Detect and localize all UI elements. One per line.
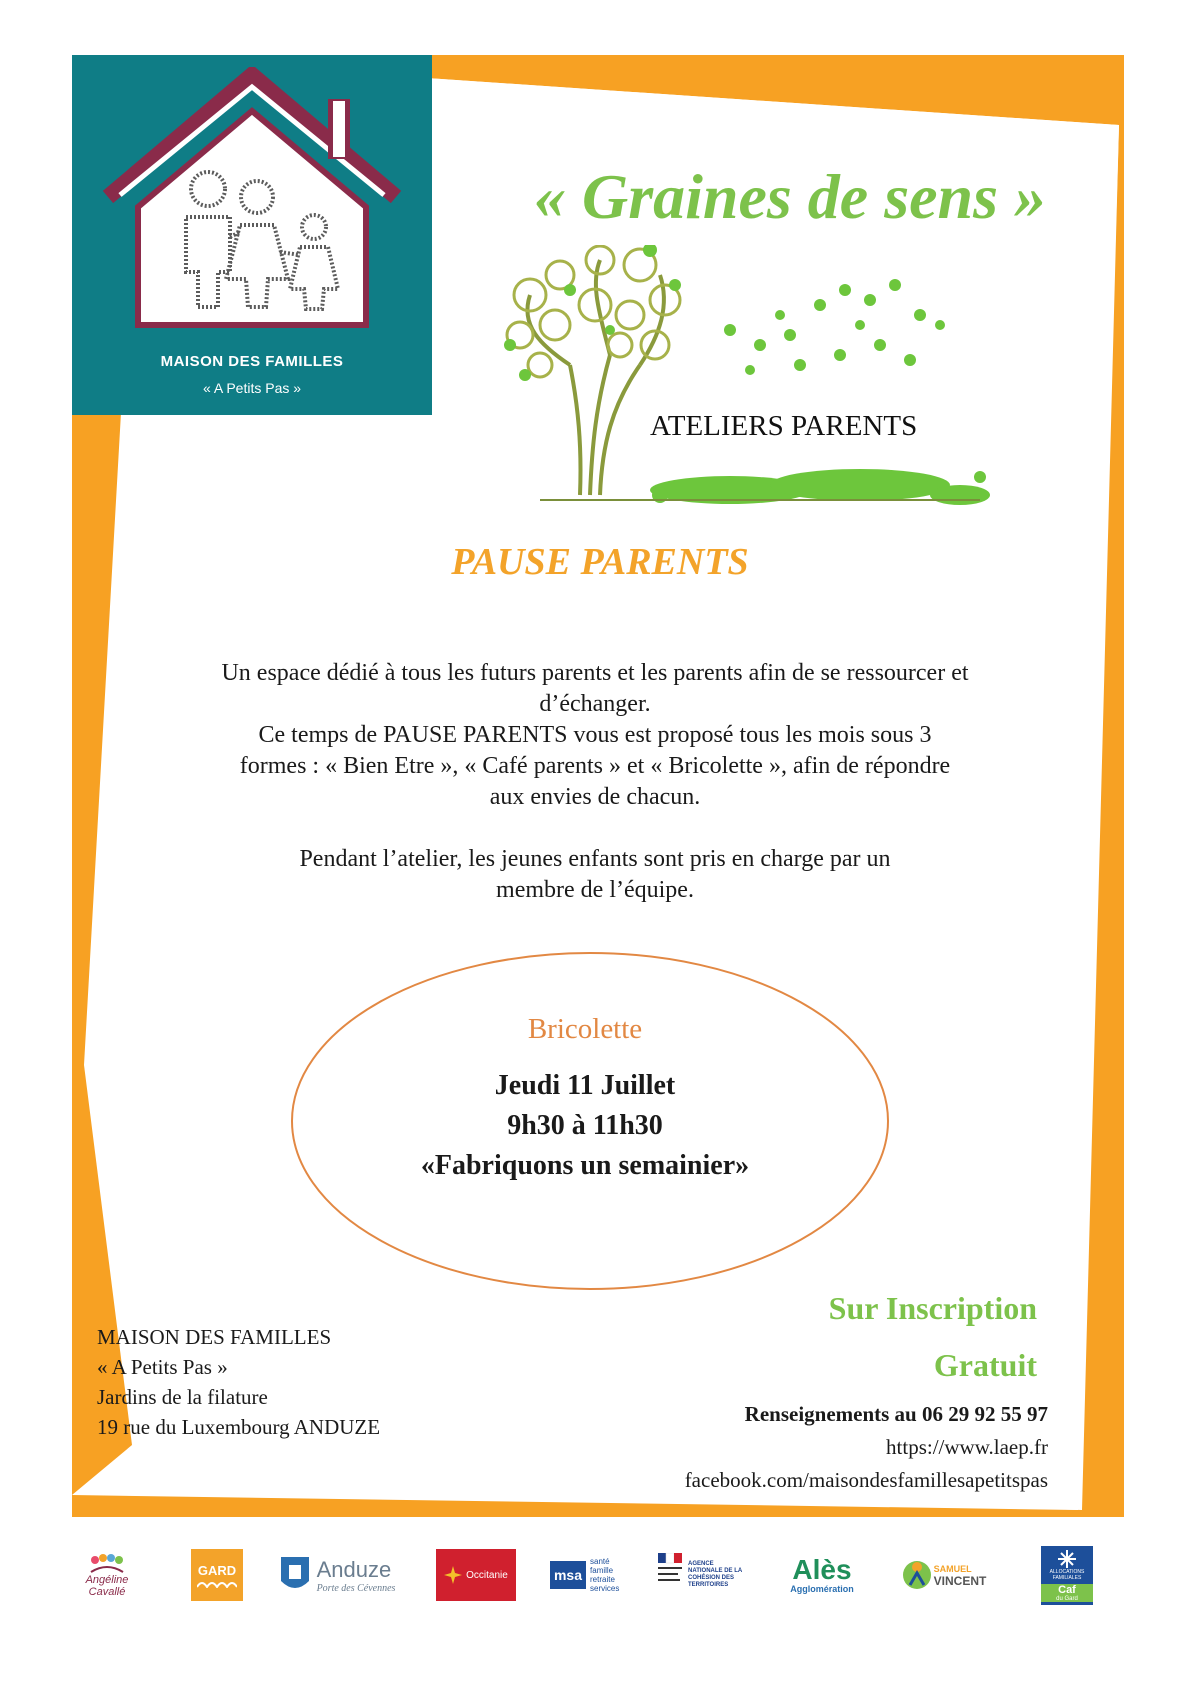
ales-logo (772, 1525, 872, 1625)
tree-illustration (500, 245, 1020, 525)
angeline-cavalle-logo (72, 1525, 142, 1625)
castle-icon (279, 1555, 311, 1595)
logo-subtitle: « A Petits Pas » (202, 380, 302, 396)
event-date: Jeudi 11 Juillet (494, 1070, 676, 1101)
cavalle-text: Cavallé (88, 1586, 126, 1598)
logo-title: MAISON DES FAMILLES (160, 353, 344, 370)
kid-icon (902, 1557, 932, 1593)
bridge-icon (197, 1578, 237, 1588)
address-line: 19 rue du Luxembourg ANDUZE (97, 1415, 381, 1439)
ales-name: Alès (792, 1554, 852, 1585)
people-icon (89, 1552, 125, 1574)
occitan-cross-icon (444, 1566, 462, 1584)
samuel-text: SAMUEL (933, 1564, 972, 1574)
intro-line: formes : « Bien Etre », « Café parents » et « Bricolette », afin de répondre (239, 753, 951, 779)
vincent-text: VINCENT (933, 1574, 987, 1588)
address-block (97, 1322, 380, 1442)
ales-sub: Agglomération (790, 1584, 854, 1594)
logo-block (72, 55, 432, 415)
anduze-logo (267, 1525, 407, 1625)
caf-sub: du Gard (1056, 1595, 1078, 1602)
house-logo-icon (90, 67, 414, 357)
partner-logos (72, 1525, 1122, 1625)
occitanie-logo (434, 1525, 518, 1625)
anduze-name: Anduze (316, 1556, 392, 1582)
registration-label: Sur Inscription (828, 1290, 1037, 1326)
address-line: « A Petits Pas » (97, 1355, 228, 1379)
website-link[interactable]: https://www.laep.fr (886, 1435, 1048, 1459)
anduze-tagline: Porte des Cévennes (316, 1582, 396, 1594)
intro-line: Pendant l’atelier, les jeunes enfants sont pris en charge par un (299, 846, 891, 872)
intro-line: membre de l’équipe. (496, 877, 694, 903)
page-title: « Graines de sens » (533, 161, 1047, 232)
ateliers-label: ATELIERS PARENTS (650, 410, 918, 442)
facebook-link[interactable]: facebook.com/maisondesfamillesapetitspas (684, 1468, 1048, 1492)
intro-text (130, 658, 1060, 906)
msa-acronym: msa (550, 1561, 586, 1589)
event-title: «Fabriquons un semainier» (420, 1150, 750, 1181)
occitanie-text: Occitanie (466, 1569, 508, 1581)
intro-line: d’échanger. (539, 691, 651, 717)
event-type: Bricolette (527, 1013, 643, 1045)
intro-line: aux envies de chacun. (489, 784, 701, 810)
event-time: 9h30 à 11h30 (507, 1110, 663, 1141)
msa-text: santé famille retraite services (590, 1557, 620, 1593)
intro-line: Un espace dédié à tous les futurs parents et les parents afin de se ressourcer et (221, 660, 969, 686)
angeline-text: Angéline (85, 1574, 129, 1586)
gard-logo (187, 1525, 247, 1625)
anct-logo (654, 1525, 750, 1625)
address-line: MAISON DES FAMILLES (97, 1325, 332, 1349)
caf-logo (1027, 1525, 1107, 1625)
snowflake-icon (1057, 1549, 1077, 1569)
contact-phone: Renseignements au 06 29 92 55 97 (744, 1402, 1048, 1426)
msa-logo (547, 1525, 631, 1625)
samuel-vincent-logo (894, 1525, 994, 1625)
caf-top-text: ALLOCATIONS FAMILIALES (1049, 1568, 1085, 1581)
contact-block (685, 1398, 1048, 1497)
section-heading: PAUSE PARENTS (451, 541, 749, 583)
price-label: Gratuit (933, 1347, 1037, 1383)
marianne-icon (658, 1553, 684, 1597)
anct-text: AGENCE NATIONALE DE LA COHÉSION DES TERRITOIRES (688, 1561, 742, 1588)
spacer (130, 813, 1060, 844)
address-line: Jardins de la filature (97, 1385, 268, 1409)
caf-name: Caf (1058, 1583, 1076, 1596)
gard-text: GARD (197, 1562, 237, 1578)
intro-line: Ce temps de PAUSE PARENTS vous est proposé tous les mois sous 3 (258, 722, 932, 748)
